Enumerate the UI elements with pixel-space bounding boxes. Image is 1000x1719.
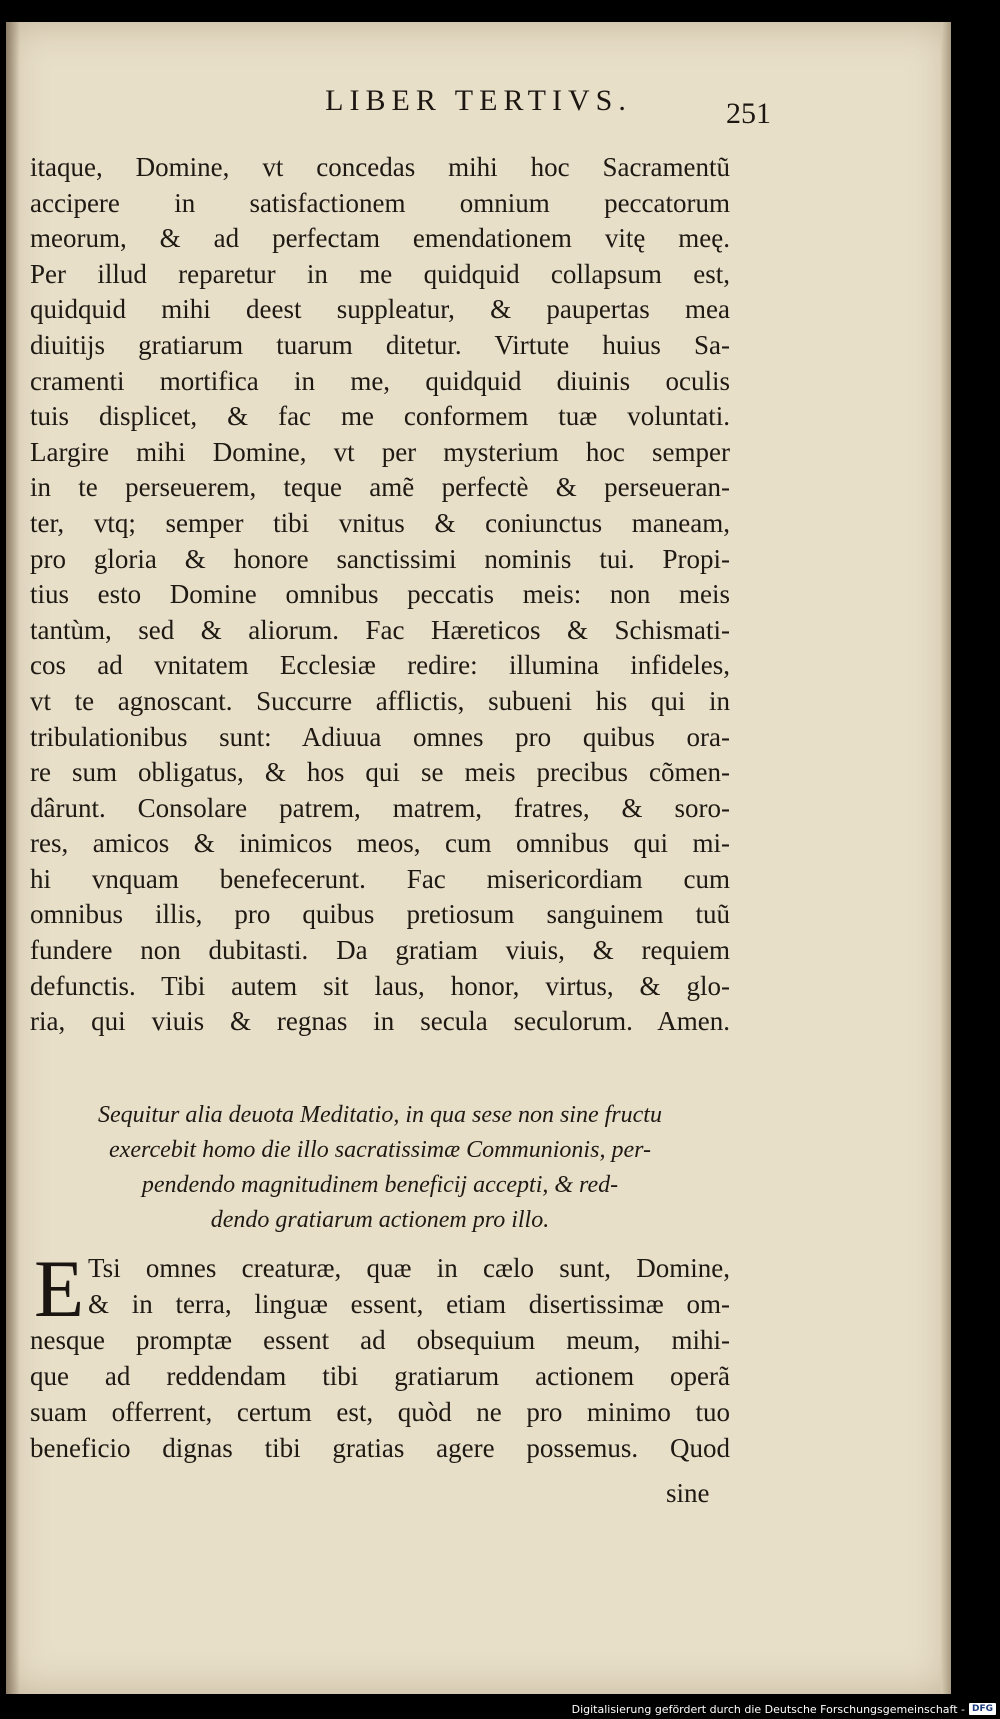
text-line: ria, qui viuis & regnas in secula seculorum. Amen.: [30, 1006, 730, 1037]
text-line: ter, vtq; semper tibi vnitus & coniunctus maneam,: [30, 507, 730, 538]
text-line: tius esto Domine omnibus peccatis meis: non meis: [30, 579, 730, 610]
text-line: Largire mihi Domine, vt per mysterium hoc semper: [30, 436, 730, 467]
text-line: re sum obligatus, & hos qui se meis precibus cõmen-: [30, 757, 730, 788]
rubric-line: dendo gratiarum actionem pro illo.: [210, 1207, 550, 1233]
text-line: que ad reddendam tibi gratiarum actionem operã: [30, 1361, 730, 1391]
text-line: quidquid mihi deest suppleatur, & paupertas mea: [30, 294, 730, 325]
text-line: & in terra, linguæ essent, etiam disertissimæ om-: [88, 1289, 730, 1319]
text-line: omnibus illis, pro quibus pretiosum sanguinem tuũ: [30, 899, 730, 930]
main-text-block: [30, 150, 730, 1040]
rubric-line: Sequitur alia deuota Meditatio, in qua sese non sine fructu: [98, 1102, 662, 1128]
section-rubric: [30, 1098, 730, 1238]
credit-text: Digitalisierung gefördert durch die Deutsche Forschungsgemeinschaft -: [571, 1702, 965, 1716]
page-edge: [941, 22, 951, 1694]
text-line: cos ad vnitatem Ecclesiæ redire: illumina infideles,: [30, 650, 730, 681]
text-line: nesque promptæ essent ad obsequium meum, mihi-: [30, 1325, 730, 1355]
text-line: hi vnquam benefecerunt. Fac misericordiam cum: [30, 863, 730, 894]
text-line: vt te agnoscant. Succurre afflictis, subueni his qui in: [30, 685, 730, 716]
text-line: tribulationibus sunt: Adiuua omnes pro quibus ora-: [30, 721, 730, 752]
text-line: Per illud reparetur in me quidquid collapsum est,: [30, 258, 730, 289]
text-line: beneficio dignas tibi gratias agere possemus. Quod: [30, 1433, 730, 1463]
text-line: Tsi omnes creaturæ, quæ in cælo sunt, Domine,: [88, 1253, 730, 1283]
text-line: itaque, Domine, vt concedas mihi hoc Sacramentũ: [30, 152, 730, 182]
text-line: defunctis. Tibi autem sit laus, honor, virtus, & glo-: [30, 970, 730, 1001]
text-line: tuis displicet, & fac me conformem tuæ voluntati.: [30, 401, 730, 432]
meditation-text-block: [30, 1243, 730, 1466]
page-number: 251: [726, 97, 771, 130]
text-line: dârunt. Consolare patrem, matrem, fratres, & soro-: [30, 792, 730, 823]
rubric-line: exercebit homo die illo sacratissimæ Communionis, per-: [109, 1137, 651, 1163]
drop-cap-initial: E: [34, 1243, 85, 1334]
text-line: meorum, & ad perfectam emendationem vitę meę.: [30, 223, 730, 254]
text-line: in te perseuerem, teque amẽ perfectè & perseueran-: [30, 472, 730, 503]
running-head: LIBER TERTIVS.: [325, 84, 632, 117]
page-binding-shadow: [6, 22, 20, 1694]
book-page: [6, 22, 951, 1694]
text-line: diuitijs gratiarum tuarum ditetur. Virtute huius Sa-: [30, 329, 730, 360]
text-line: accipere in satisfactionem omnium peccatorum: [30, 187, 730, 218]
text-line: pro gloria & honore sanctissimi nominis tui. Propi-: [30, 543, 730, 574]
text-line: suam offerrent, certum est, quòd ne pro minimo tuo: [30, 1397, 730, 1427]
text-line: res, amicos & inimicos meos, cum omnibus qui mi-: [30, 828, 730, 859]
text-line: cramenti mortifica in me, quidquid diuinis oculis: [30, 365, 730, 396]
dfg-logo-icon: DFG: [969, 1703, 996, 1715]
text-line: fundere non dubitasti. Da gratiam viuis, & requiem: [30, 935, 730, 966]
text-line: tantùm, sed & aliorum. Fac Hæreticos & Schismati-: [30, 614, 730, 645]
digitization-credit: [572, 1702, 996, 1716]
rubric-line: pendendo magnitudinem beneficij accepti, & red-: [141, 1172, 619, 1198]
catchword: sine: [666, 1478, 710, 1508]
